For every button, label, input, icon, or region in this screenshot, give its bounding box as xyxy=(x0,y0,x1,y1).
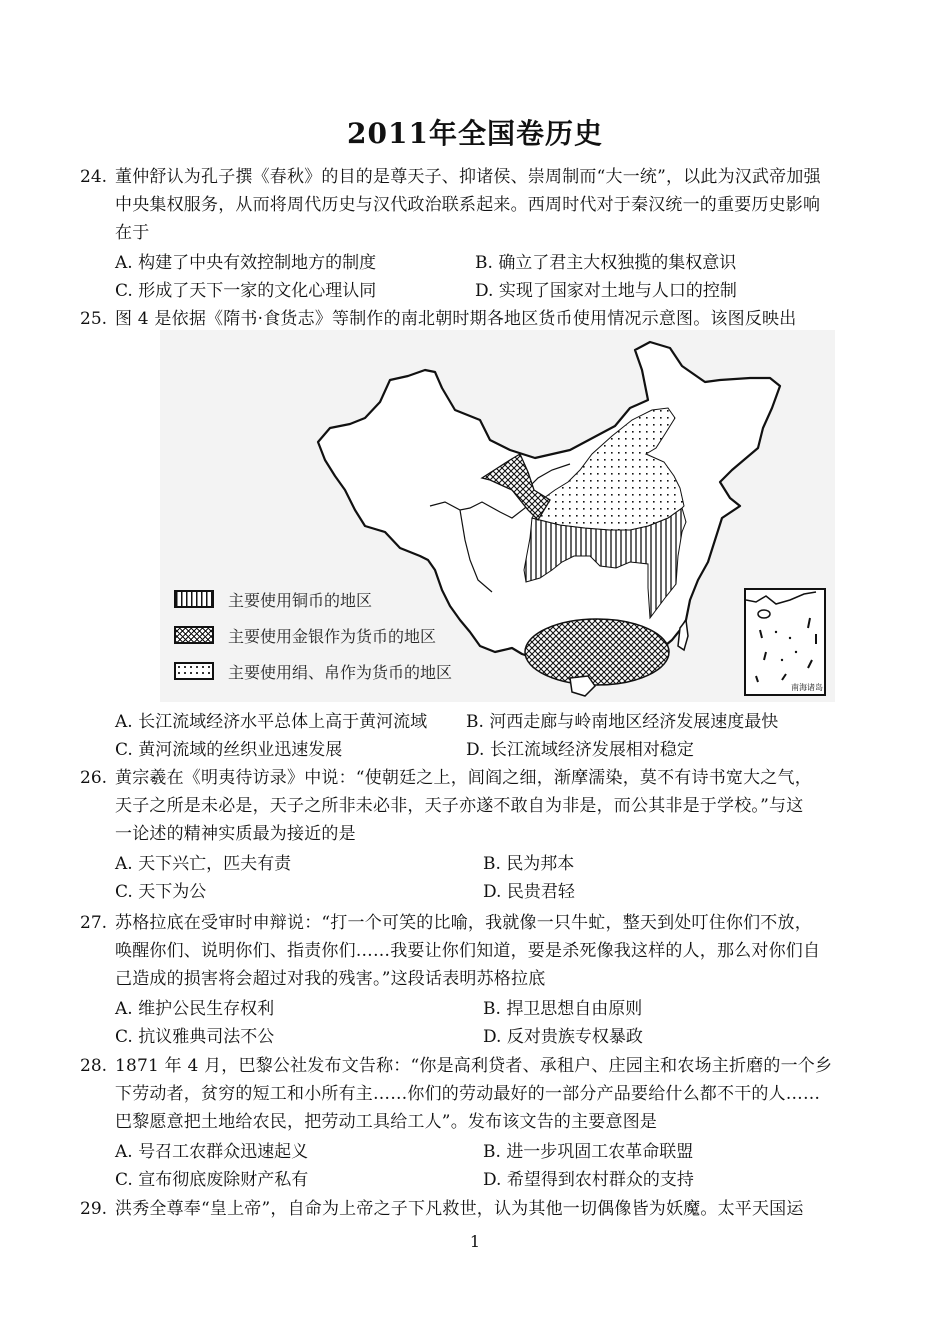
question-text: 1871 年 4 月，巴黎公社发布文告称：“你是高利贷者、承租户、庄园主和农场主折磨的一个乡 xyxy=(115,1056,833,1076)
question-text: 图 4 是依据《隋书·食货志》等制作的南北朝时期各地区货币使用情况示意图。该图反映出 xyxy=(115,309,797,329)
question-text: 下劳动者，贫穷的短工和小所有主……你们的劳动最好的一部分产品要给什么都不干的人…… xyxy=(115,1084,821,1104)
legend-gold-silver: 主要使用金银作为货币的地区 xyxy=(174,624,436,646)
currency-map-figure xyxy=(160,330,835,702)
vertical-lines-swatch-icon xyxy=(174,590,214,608)
option-d: D. 希望得到农村群众的支持 xyxy=(483,1170,694,1190)
question-number: 24. xyxy=(80,167,108,187)
question-number: 26. xyxy=(80,768,108,788)
question-text: 一论述的精神实质最为接近的是 xyxy=(115,824,356,844)
option-c: C. 天下为公 xyxy=(115,882,207,902)
option-b: B. 捍卫思想自由原则 xyxy=(483,999,643,1019)
option-c: C. 形成了天下一家的文化心理认同 xyxy=(115,281,377,301)
option-c: C. 抗议雅典司法不公 xyxy=(115,1027,275,1047)
question-text: 董仲舒认为孔子撰《春秋》的目的是尊天子、抑诸侯、崇周制而“大一统”，以此为汉武帝加强 xyxy=(115,167,821,187)
option-b: B. 进一步巩固工农革命联盟 xyxy=(483,1142,694,1162)
option-a: A. 长江流域经济水平总体上高于黄河流域 xyxy=(115,712,428,732)
inset-islands-map xyxy=(746,590,824,694)
question-text: 天子之所是未必是，天子之所非未必非，天子亦遂不敢自为非是，而公其非是于学校。”与这 xyxy=(115,796,804,816)
gold-silver-region-lingnan xyxy=(525,619,669,685)
page-title: 2011年全国卷历史 xyxy=(347,117,603,150)
legend-silk: 主要使用绢、帛作为货币的地区 xyxy=(174,660,452,682)
question-text: 黄宗羲在《明夷待访录》中说：“使朝廷之上，闾阎之细，渐摩濡染，莫不有诗书宽大之气， xyxy=(115,768,812,788)
option-d: D. 民贵君轻 xyxy=(483,882,575,902)
option-b: B. 民为邦本 xyxy=(483,854,575,874)
question-text: 洪秀全尊奉“皇上帝”，自命为上帝之子下凡救世，认为其他一切偶像皆为妖魔。太平天国运 xyxy=(115,1199,804,1219)
question-text: 中央集权服务，从而将周代历史与汉代政治联系起来。西周时代对于秦汉统一的重要历史影响 xyxy=(115,195,821,215)
question-number: 25. xyxy=(80,309,108,329)
legend-copper: 主要使用铜币的地区 xyxy=(174,588,372,610)
option-d: D. 反对贵族专权暴政 xyxy=(483,1027,643,1047)
question-text: 唤醒你们、说明你们、指责你们……我要让你们知道，要是杀死像我这样的人，那么对你们自 xyxy=(115,941,821,961)
option-b: B. 确立了君主大权独揽的集权意识 xyxy=(475,253,737,273)
option-c: C. 黄河流域的丝织业迅速发展 xyxy=(115,740,343,760)
question-number: 29. xyxy=(80,1199,108,1219)
option-a: A. 构建了中央有效控制地方的制度 xyxy=(115,253,377,273)
question-number: 28. xyxy=(80,1056,108,1076)
inset-label: 南海诸岛 xyxy=(791,683,823,692)
question-text: 在于 xyxy=(115,223,150,243)
option-c: C. 宣布彻底废除财产私有 xyxy=(115,1170,309,1190)
option-b: B. 河西走廊与岭南地区经济发展速度最快 xyxy=(466,712,779,732)
page-number: 1 xyxy=(469,1232,481,1251)
south-china-sea-inset xyxy=(744,588,826,696)
option-a: A. 号召工农群众迅速起义 xyxy=(115,1142,309,1162)
question-number: 27. xyxy=(80,913,108,933)
question-text: 己造成的损害将会超过对我的残害。”这段话表明苏格拉底 xyxy=(115,969,546,989)
option-d: D. 实现了国家对土地与人口的控制 xyxy=(475,281,737,301)
option-a: A. 天下兴亡，匹夫有责 xyxy=(115,854,292,874)
option-a: A. 维护公民生存权利 xyxy=(115,999,275,1019)
crosshatch-swatch-icon xyxy=(174,626,214,644)
question-text: 苏格拉底在受审时申辩说：“打一个可笑的比喻，我就像一只牛虻，整天到处叮住你们不放， xyxy=(115,913,812,933)
option-d: D. 长江流域经济发展相对稳定 xyxy=(466,740,694,760)
dots-swatch-icon xyxy=(174,662,214,680)
question-text: 巴黎愿意把土地给农民，把劳动工具给工人”。发布该文告的主要意图是 xyxy=(115,1112,658,1132)
